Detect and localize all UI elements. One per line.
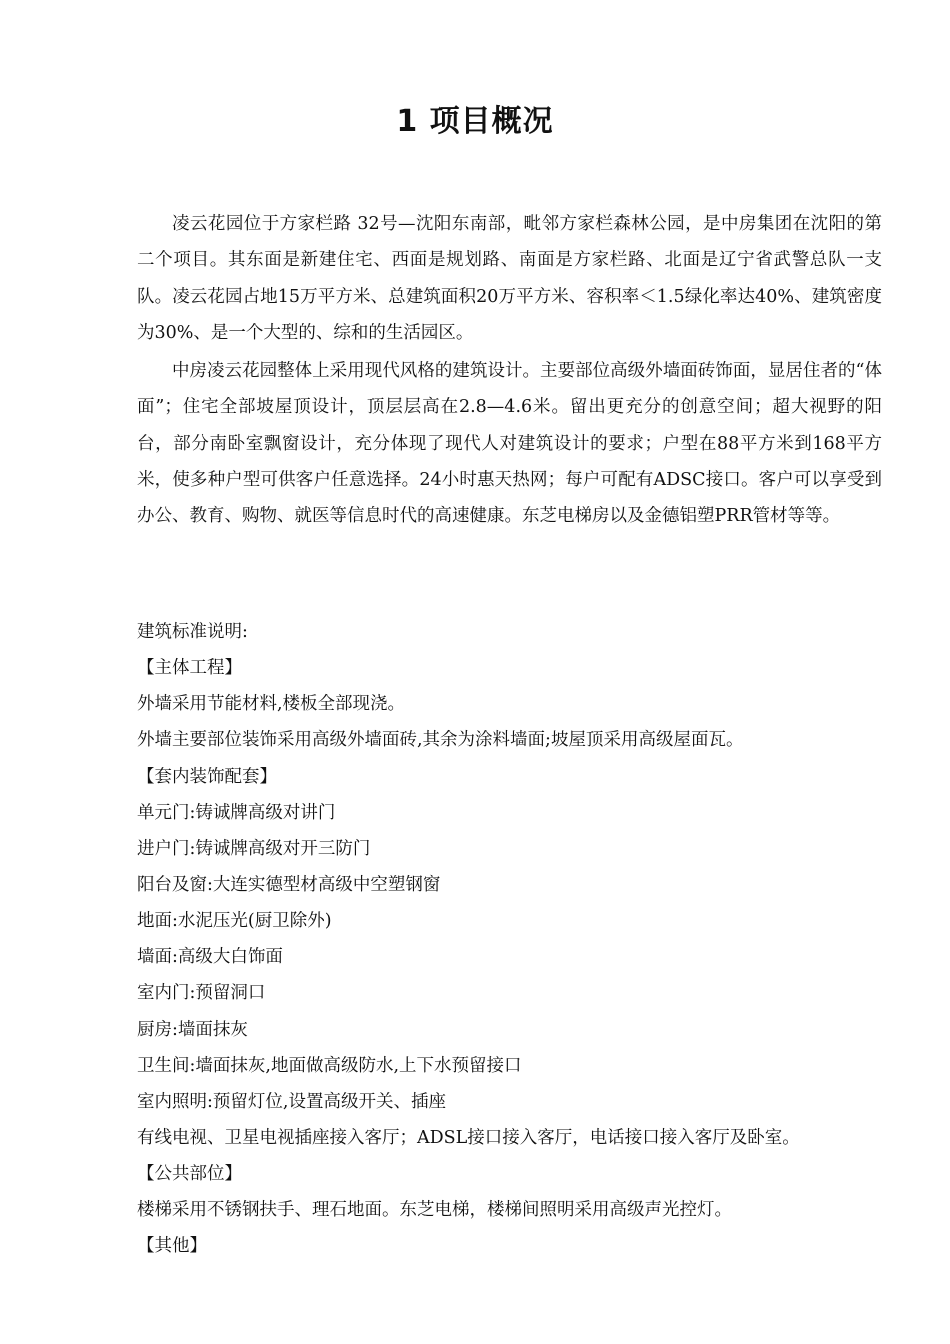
list-item: 有线电视、卫星电视插座接入客厅；ADSL接口接入客厅，电话接口接入客厅及卧室。 [137,1127,800,1148]
section-heading-other: 【其他】 [137,1236,207,1257]
list-item: 阳台及窗:大连实德型材高级中空塑钢窗 [137,874,441,895]
list-item: 卫生间:墙面抹灰,地面做高级防水,上下水预留接口 [137,1055,522,1076]
list-item: 室内照明:预留灯位,设置高级开关、插座 [137,1091,446,1112]
building-standards-list [137,614,897,1265]
list-item: 外墙主要部位装饰采用高级外墙面砖,其余为涂料墙面;坡屋顶采用高级屋面瓦。 [137,730,744,751]
section-heading-public: 【公共部位】 [137,1164,242,1185]
list-item: 楼梯采用不锈钢扶手、理石地面。东芝电梯，楼梯间照明采用高级声光控灯。 [137,1200,732,1221]
section-heading-interior: 【套内装饰配套】 [137,766,277,787]
list-item: 外墙采用节能材料,楼板全部现浇。 [137,694,406,715]
intro-paragraph-design: 中房凌云花园整体上采用现代风格的建筑设计。主要部位高级外墙面砖饰面，显居住者的“体面”；住宅全部坡屋顶设计，顶层层高在2.8—4.6米。留出更充分的创意空间；超大视野的阳台，部分南卧室飘窗设计，充分体现了现代人对建筑设计的要求；户型在88平方米到168平方米，使多种户型可供客户任意选择。24小时惠天热网；每户可配有ADSC接口。客户可以享受到办公、教育、购物、就医等信息时代的高速健康。东芝电梯房以及金德铝塑PRR管材等等。 [137,361,882,527]
list-item: 墙面:高级大白饰面 [137,947,283,968]
list-item: 厨房:墙面抹灰 [137,1019,248,1040]
section-heading-main-works: 【主体工程】 [137,658,242,679]
standards-heading: 建筑标准说明: [137,622,248,642]
list-item: 地面:水泥压光(厨卫除外) [137,911,332,932]
intro-paragraph-location: 凌云花园位于方家栏路 32号—沈阳东南部，毗邻方家栏森林公园，是中房集团在沈阳的第二个项目。其东面是新建住宅、西面是规划路、南面是方家栏路、北面是辽宁省武警总队一支队。凌云花园占地15万平方米、总建筑面积20万平方米、容积率＜1.5绿化率达40%、建筑密度为30%、是一个大型的、综和的生活园区。 [137,214,882,343]
list-item: 进户门:铸诚牌高级对开三防门 [137,838,371,859]
list-item: 室内门:预留洞口 [137,983,266,1004]
list-item: 单元门:铸诚牌高级对讲门 [137,802,336,823]
page-title: 1 项目概况 [396,104,554,140]
